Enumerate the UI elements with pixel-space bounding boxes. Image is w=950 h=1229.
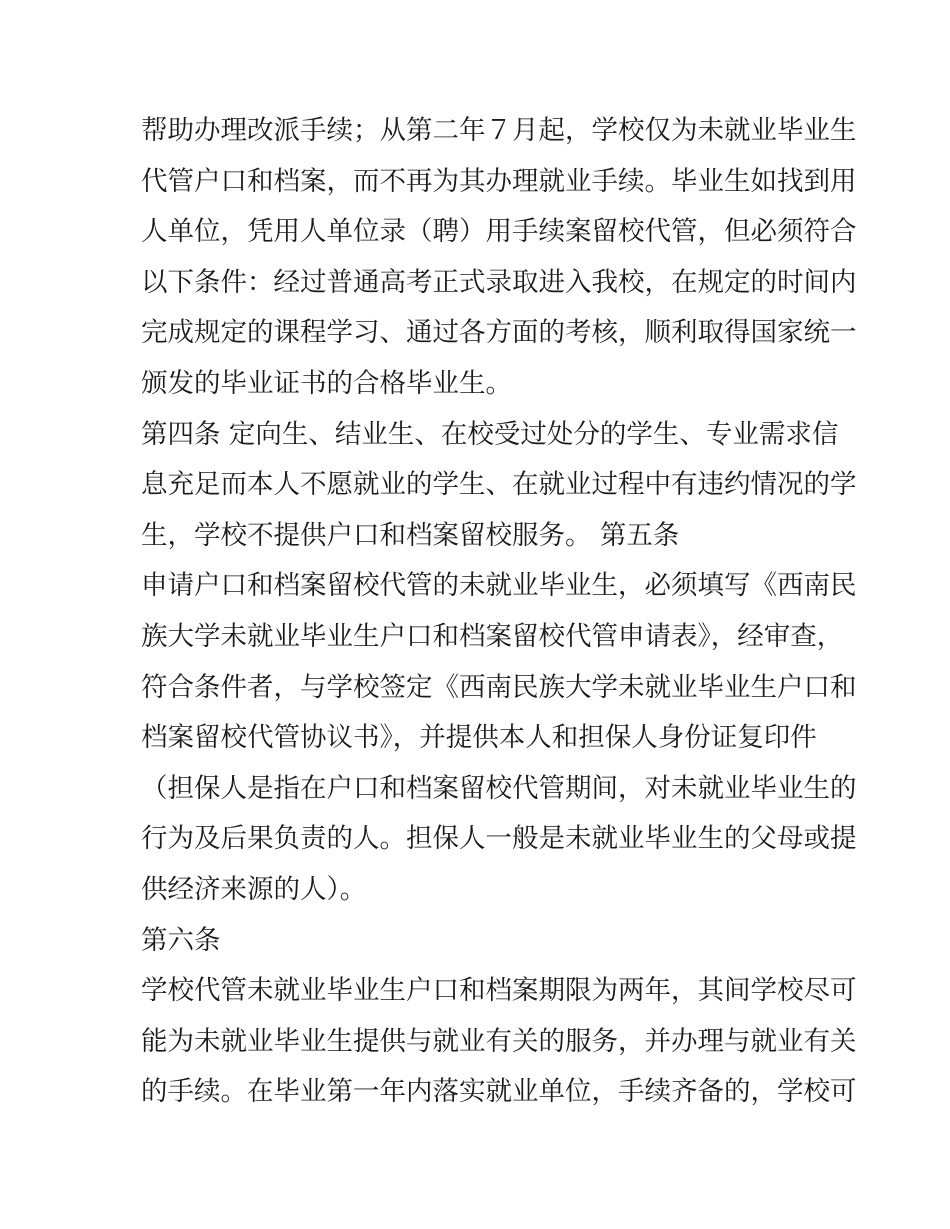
text-line: 档案留校代管协议书》，并提供本人和担保人身份证复印件: [141, 722, 817, 754]
text-line: 申请户口和档案留校代管的未就业毕业生，必须填写《西南民: [141, 570, 857, 602]
text-line: 颁发的毕业证书的合格毕业生。: [141, 367, 512, 399]
text-line: 完成规定的课程学习、通过各方面的考核，顺利取得国家统一: [141, 317, 857, 349]
text-line: 人单位，凭用人单位录（聘）用手续案留校代管，但必须符合: [141, 216, 857, 248]
article-5-heading-line: 生，学校不提供户口和档案留校服务。 第五条: [141, 519, 680, 551]
text-line: （担保人是指在户口和档案留校代管期间，对未就业毕业生的: [141, 772, 857, 804]
text-line: 符合条件者，与学校签定《西南民族大学未就业毕业生户口和: [141, 671, 857, 703]
text-line: 的手续。在毕业第一年内落实就业单位，手续齐备的，学校可: [141, 1076, 857, 1108]
text-line: 息充足而本人不愿就业的学生、在就业过程中有违约情况的学: [141, 469, 857, 501]
text-line: 代管户口和档案，而不再为其办理就业手续。毕业生如找到用: [141, 165, 857, 197]
text-line: 供经济来源的人）。: [141, 873, 367, 905]
text-line: 学校代管未就业毕业生户口和档案期限为两年，其间学校尽可: [141, 975, 857, 1007]
article-6-heading: 第六条: [141, 924, 221, 956]
text-line: 行为及后果负责的人。担保人一般是未就业毕业生的父母或提: [141, 823, 857, 855]
document-body: [141, 106, 857, 1118]
article-4-line: 第四条 定向生、结业生、在校受过处分的学生、专业需求信: [141, 418, 839, 450]
text-line: 帮助办理改派手续；从第二年７月起，学校仅为未就业毕业生: [141, 115, 857, 146]
text-line: 族大学未就业毕业生户口和档案留校代管申请表》，经审查，: [141, 620, 844, 652]
text-line: 以下条件：经过普通高考正式录取进入我校，在规定的时间内: [141, 266, 857, 298]
text-line: 能为未就业毕业生提供与就业有关的服务，并办理与就业有关: [141, 1025, 857, 1057]
